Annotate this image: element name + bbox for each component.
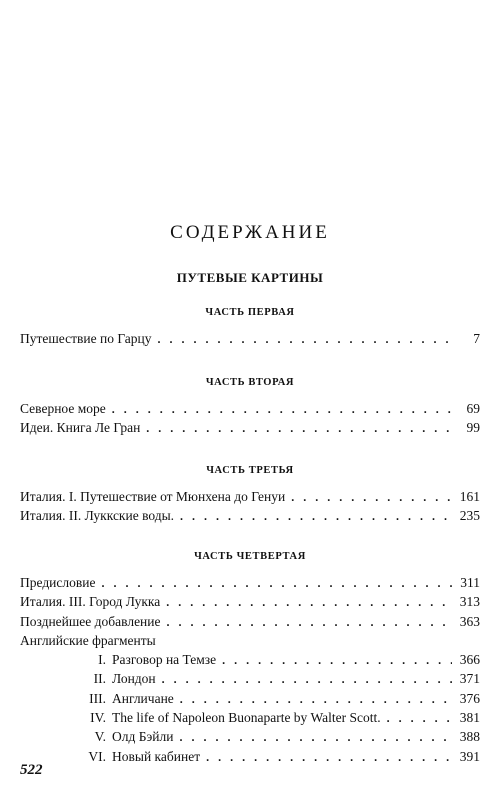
toc-entry-page: 391: [459, 748, 480, 764]
dot-leader: [222, 653, 452, 668]
toc-entry-title: Лондон: [112, 671, 156, 687]
dot-leader: [101, 576, 452, 591]
toc-entry-page: 381: [459, 710, 480, 726]
toc-entry[interactable]: [20, 749, 480, 768]
toc-entry-page: 388: [459, 729, 480, 745]
toc-entry-title: Позднейшее добавление: [20, 613, 161, 629]
dot-leader: [387, 711, 452, 726]
toc-entry-title: Северное море: [20, 401, 106, 416]
part-heading-2: ЧАСТЬ ВТОРАЯ: [205, 377, 295, 388]
toc-entry-title: Идеи. Книга Ле Гран: [20, 420, 141, 436]
toc-entry-page: 99: [466, 420, 480, 436]
toc-entry-number: I.: [98, 652, 106, 668]
toc-entry[interactable]: [20, 331, 480, 350]
page-title: СОДЕРЖАНИЕ: [170, 222, 330, 243]
toc-entry[interactable]: [20, 614, 480, 633]
part-2-entries: [20, 401, 480, 440]
toc-entry-number: II.: [93, 671, 106, 687]
part-3-entries: [20, 489, 480, 528]
dot-leader: [112, 402, 452, 417]
part-heading-3: ЧАСТЬ ТРЕТЬЯ: [206, 465, 294, 476]
toc-entry[interactable]: [20, 652, 480, 671]
section-subtitle: ПУТЕВЫЕ КАРТИНЫ: [176, 270, 324, 285]
toc-entry-page: 7: [473, 331, 480, 346]
dot-leader: [180, 692, 452, 707]
toc-entry[interactable]: [20, 401, 480, 420]
dot-leader: [162, 672, 452, 687]
toc-entry-page: 366: [459, 652, 480, 668]
part-heading-1: ЧАСТЬ ПЕРВАЯ: [205, 307, 295, 318]
toc-entry-title: The life of Napoleon Buonaparte by Walter Scott.: [112, 710, 381, 726]
dot-leader: [167, 615, 453, 630]
toc-entry-page: 313: [459, 594, 480, 610]
toc-entry-title: Предисловие: [20, 575, 96, 590]
toc-entry-title: Новый кабинет: [112, 748, 201, 764]
toc-entry-number: IV.: [90, 710, 106, 726]
toc-entry-title: Италия. I. Путешествие от Мюнхена до Генуи: [20, 489, 286, 504]
part-1-entries: [20, 331, 480, 350]
toc-group-heading[interactable]: [20, 633, 480, 652]
part-heading-4: ЧАСТЬ ЧЕТВЕРТАЯ: [194, 551, 306, 562]
toc-entry-page: 363: [459, 613, 480, 629]
toc-entry-title: Италия. III. Город Лукка: [20, 594, 161, 610]
toc-entry-title: Италия. II. Луккские воды.: [20, 508, 175, 524]
toc-entry-page: 376: [459, 690, 480, 706]
part-4-entries: [20, 575, 480, 768]
toc-entry[interactable]: [20, 489, 480, 508]
toc-entry[interactable]: [20, 575, 480, 594]
toc-entry[interactable]: [20, 671, 480, 690]
toc-entry[interactable]: [20, 729, 480, 748]
toc-entry-title: Разговор на Темзе: [112, 652, 217, 668]
dot-leader: [180, 509, 452, 524]
page-number: 522: [20, 762, 43, 778]
toc-entry-page: 69: [466, 401, 480, 416]
toc-entry-title: Английские фрагменты: [20, 632, 156, 648]
toc-entry-number: VI.: [88, 748, 106, 764]
toc-entry[interactable]: [20, 594, 480, 613]
toc-entry[interactable]: [20, 420, 480, 439]
toc-entry-number: V.: [94, 729, 106, 745]
toc-entry[interactable]: [20, 508, 480, 527]
dot-leader: [291, 490, 452, 505]
toc-entry-title: Олд Бэйли: [112, 729, 174, 745]
dot-leader: [146, 421, 452, 436]
toc-entry-page: 371: [459, 671, 480, 687]
dot-leader: [158, 332, 452, 347]
toc-entry-number: III.: [89, 690, 106, 706]
toc-entry-page: 311: [460, 575, 480, 590]
dot-leader: [179, 730, 452, 745]
toc-entry-page: 161: [459, 489, 480, 504]
dot-leader: [166, 595, 452, 610]
toc-entry-page: 235: [459, 508, 480, 524]
toc-entry[interactable]: [20, 710, 480, 729]
toc-entry[interactable]: [20, 691, 480, 710]
dot-leader: [206, 750, 452, 765]
toc-entry-title: Англичане: [112, 690, 174, 706]
toc-entry-title: Путешествие по Гарцу: [20, 331, 152, 346]
